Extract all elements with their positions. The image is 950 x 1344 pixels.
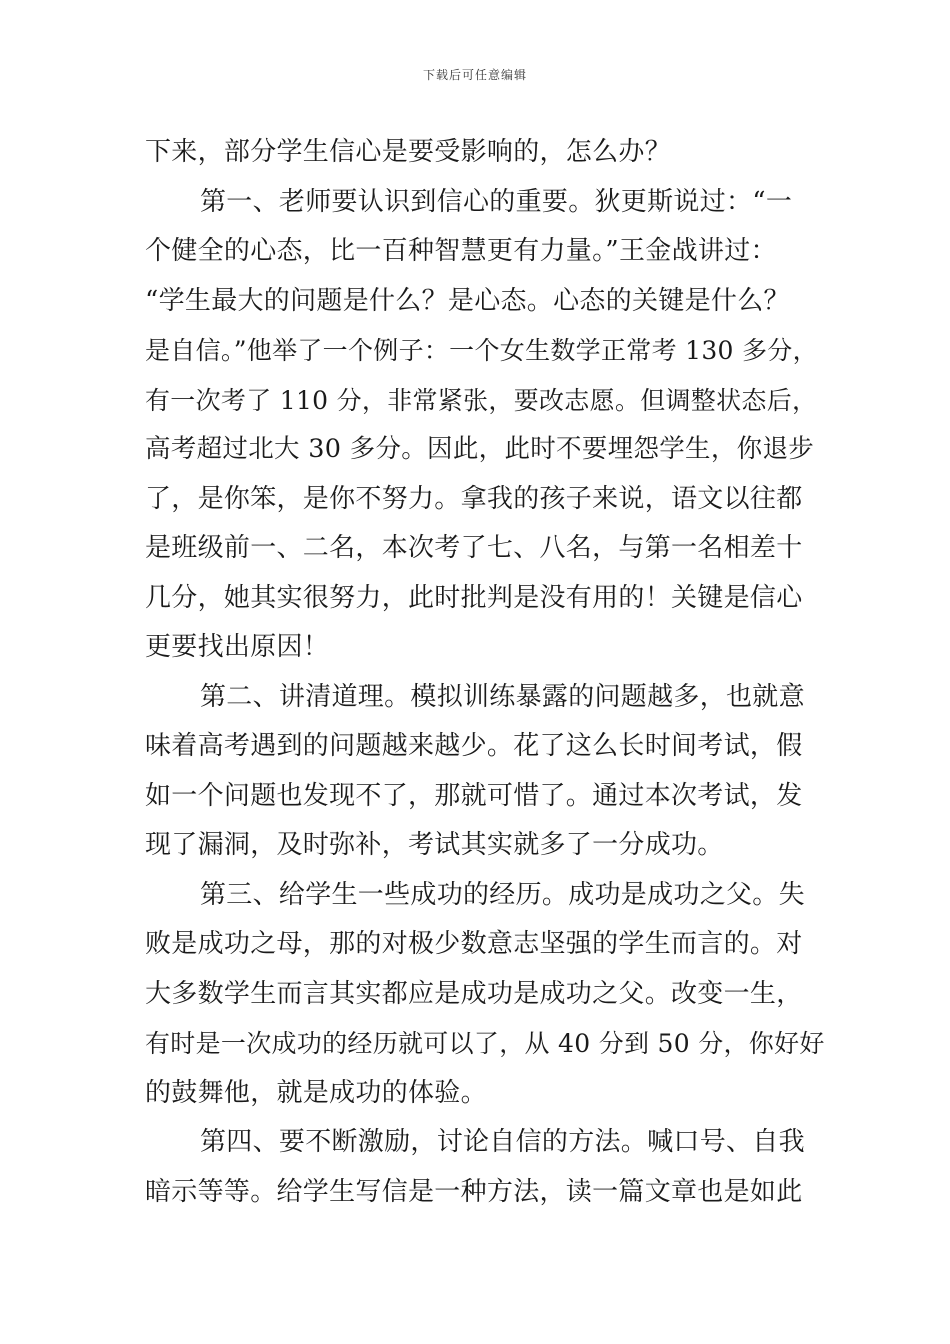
text-line: 味着高考遇到的问题越来越少。花了这么长时间考试，假: [145, 731, 803, 761]
text-line: 的鼓舞他，就是成功的体验。: [145, 1077, 487, 1108]
text-line: 个健全的心态，比一百种智慧更有力量。”王金战讲过：: [145, 236, 777, 266]
text-line: 高考超过北大 30 多分。因此，此时不要埋怨学生，你退步: [145, 434, 815, 464]
text-line: 第二、讲清道理。模拟训练暴露的问题越多，也就意: [200, 681, 805, 712]
text-line: 几分，她其实很努力，此时批判是没有用的！关键是信心: [145, 582, 803, 613]
text-line: 有时是一次成功的经历就可以了，从 40 分到 50 分，你好好: [145, 1029, 825, 1058]
text-line: 第四、要不断激励，讨论自信的方法。喊口号、自我: [200, 1127, 805, 1157]
text-line: 了，是你笨，是你不努力。拿我的孩子来说，语文以往都: [145, 483, 803, 514]
text-line: 大多数学生而言其实都应是成功是成功之父。改变一生，: [145, 978, 803, 1009]
text-line: 暗示等等。给学生写信是一种方法，读一篇文章也是如此: [145, 1176, 803, 1207]
text-line: 第三、给学生一些成功的经历。成功是成功之父。失: [200, 879, 805, 910]
text-line: 下来，部分学生信心是要受影响的，怎么办？: [145, 137, 672, 167]
document-body: [145, 128, 825, 1217]
text-line: 如一个问题也发现不了，那就可惜了。通过本次考试，发: [145, 780, 803, 811]
text-line: 是自信。”他举了一个例子：一个女生数学正常考 130 多分，: [145, 336, 818, 365]
text-line: 是班级前一、二名，本次考了七、八名，与第一名相差十: [145, 533, 803, 563]
text-line: 败是成功之母，那的对极少数意志坚强的学生而言的。对: [145, 929, 803, 959]
text-line: 有一次考了 110 分，非常紧张，要改志愿。但调整状态后，: [145, 385, 818, 415]
text-line: 更要找出原因！: [145, 632, 330, 662]
page-header: 下载后可任意编辑: [422, 68, 527, 82]
text-line: 现了漏洞，及时弥补，考试其实就多了一分成功。: [145, 830, 724, 860]
text-line: 第一、老师要认识到信心的重要。狄更斯说过：“一: [200, 186, 793, 217]
text-line: “学生最大的问题是什么？是心态。心态的关键是什么？: [145, 285, 790, 316]
